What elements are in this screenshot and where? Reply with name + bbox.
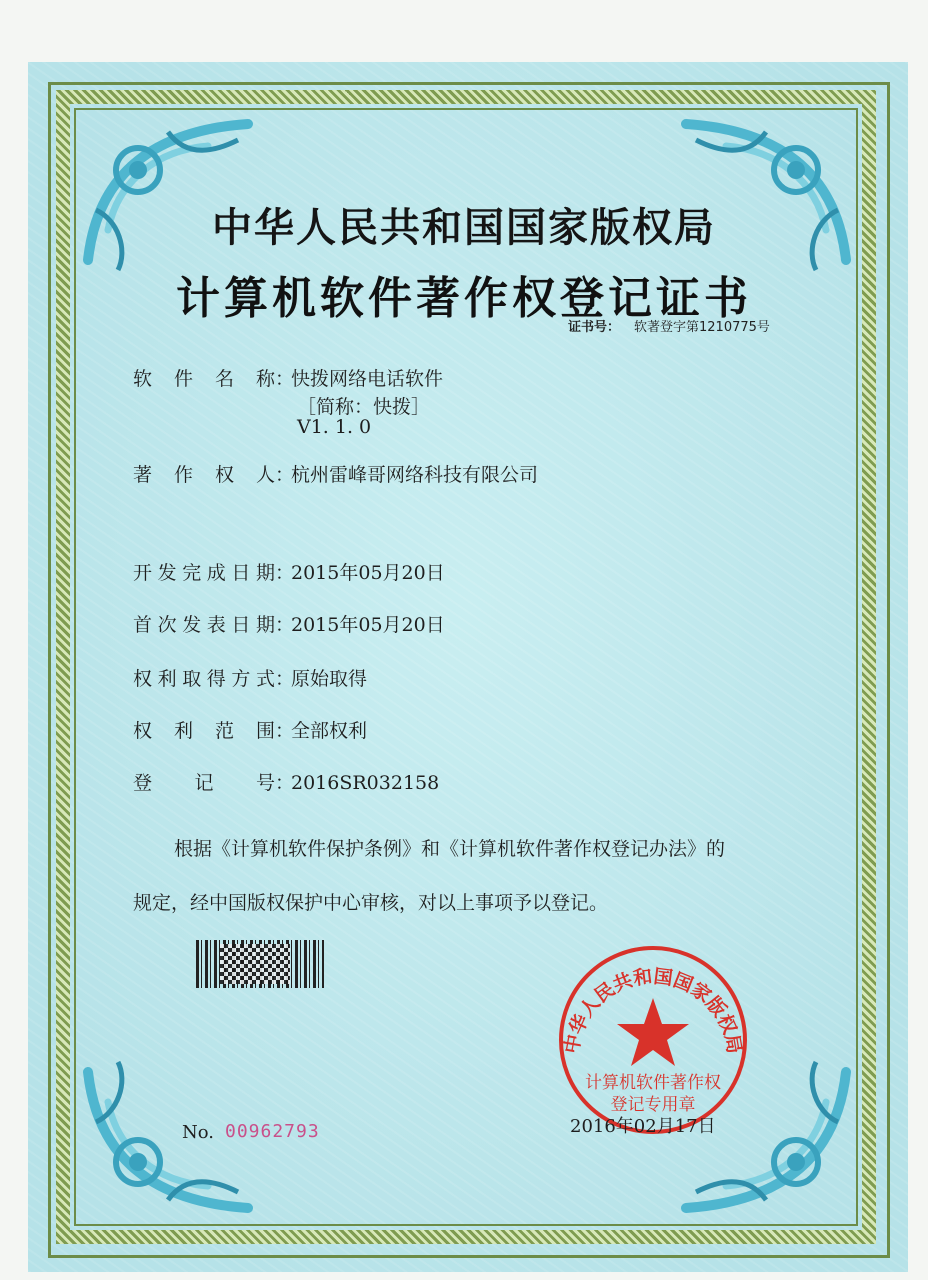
serial-label: No. [182,1122,214,1143]
field-label: 权 利 范 围 [133,720,275,742]
field-value: 杭州雷峰哥网络科技有限公司 [291,464,539,486]
statement-line-2: 规定，经中国版权保护中心审核，对以上事项予以登记。 [133,892,609,914]
certificate-number-label: 证书号： [568,320,621,335]
field-value: 快拨网络电话软件 [291,368,444,390]
field-software-name [133,364,443,391]
seal-outer-text: 中华人民共和国国家版权局 [560,965,746,1056]
field-value: 全部权利 [291,720,368,742]
field-colon: ： [275,562,295,584]
scroll-ornament-top-left [78,110,268,280]
2d-code-image [220,944,290,984]
serial-number: 00962793 [225,1121,320,1142]
seal-inner-line-1: 计算机软件著作权 [585,1073,721,1093]
field-publish-date [133,610,445,637]
field-label: 首次发表日期 [133,614,275,636]
barcode-image [196,940,324,988]
field-value: 2015年05月20日 [291,562,445,584]
field-colon: ： [275,772,295,794]
field-label: 权利取得方式 [133,668,275,690]
seal-inner-line-2: 登记专用章 [610,1095,696,1115]
certificate-title: 计算机软件著作权登记证书 [176,273,752,324]
field-colon: ： [275,614,295,636]
field-acquisition-method [133,664,367,691]
field-label: 著 作 权 人 [133,464,275,486]
issuer-title: 中华人民共和国国家版权局 [212,205,716,251]
statement-line-1: 根据《计算机软件保护条例》和《计算机软件著作权登记办法》的 [174,838,726,860]
official-seal [548,940,758,1140]
issue-date: 2016年02月17日 [570,1116,716,1137]
field-colon: ： [275,464,295,486]
field-label: 开发完成日期 [133,562,275,584]
field-rights-scope [133,716,367,743]
field-value: 2015年05月20日 [291,614,445,636]
software-short-name: ［简称：快拨］ [297,396,431,418]
field-colon: ： [275,668,295,690]
field-copyright-owner [133,460,538,487]
software-version: V1. 1. 0 [297,416,372,438]
scroll-ornament-top-right [666,110,856,280]
field-completion-date [133,558,445,585]
field-colon: ： [275,720,295,742]
certificate-number [568,316,770,335]
certificate-number-value: 软著登字第1210775号 [634,320,770,335]
field-label: 登 记 号 [133,772,275,794]
field-value: 原始取得 [291,668,368,690]
field-value: 2016SR032158 [291,772,440,794]
field-registration-number [133,768,439,795]
field-colon: ： [275,368,295,390]
field-label: 软 件 名 称 [133,368,275,390]
